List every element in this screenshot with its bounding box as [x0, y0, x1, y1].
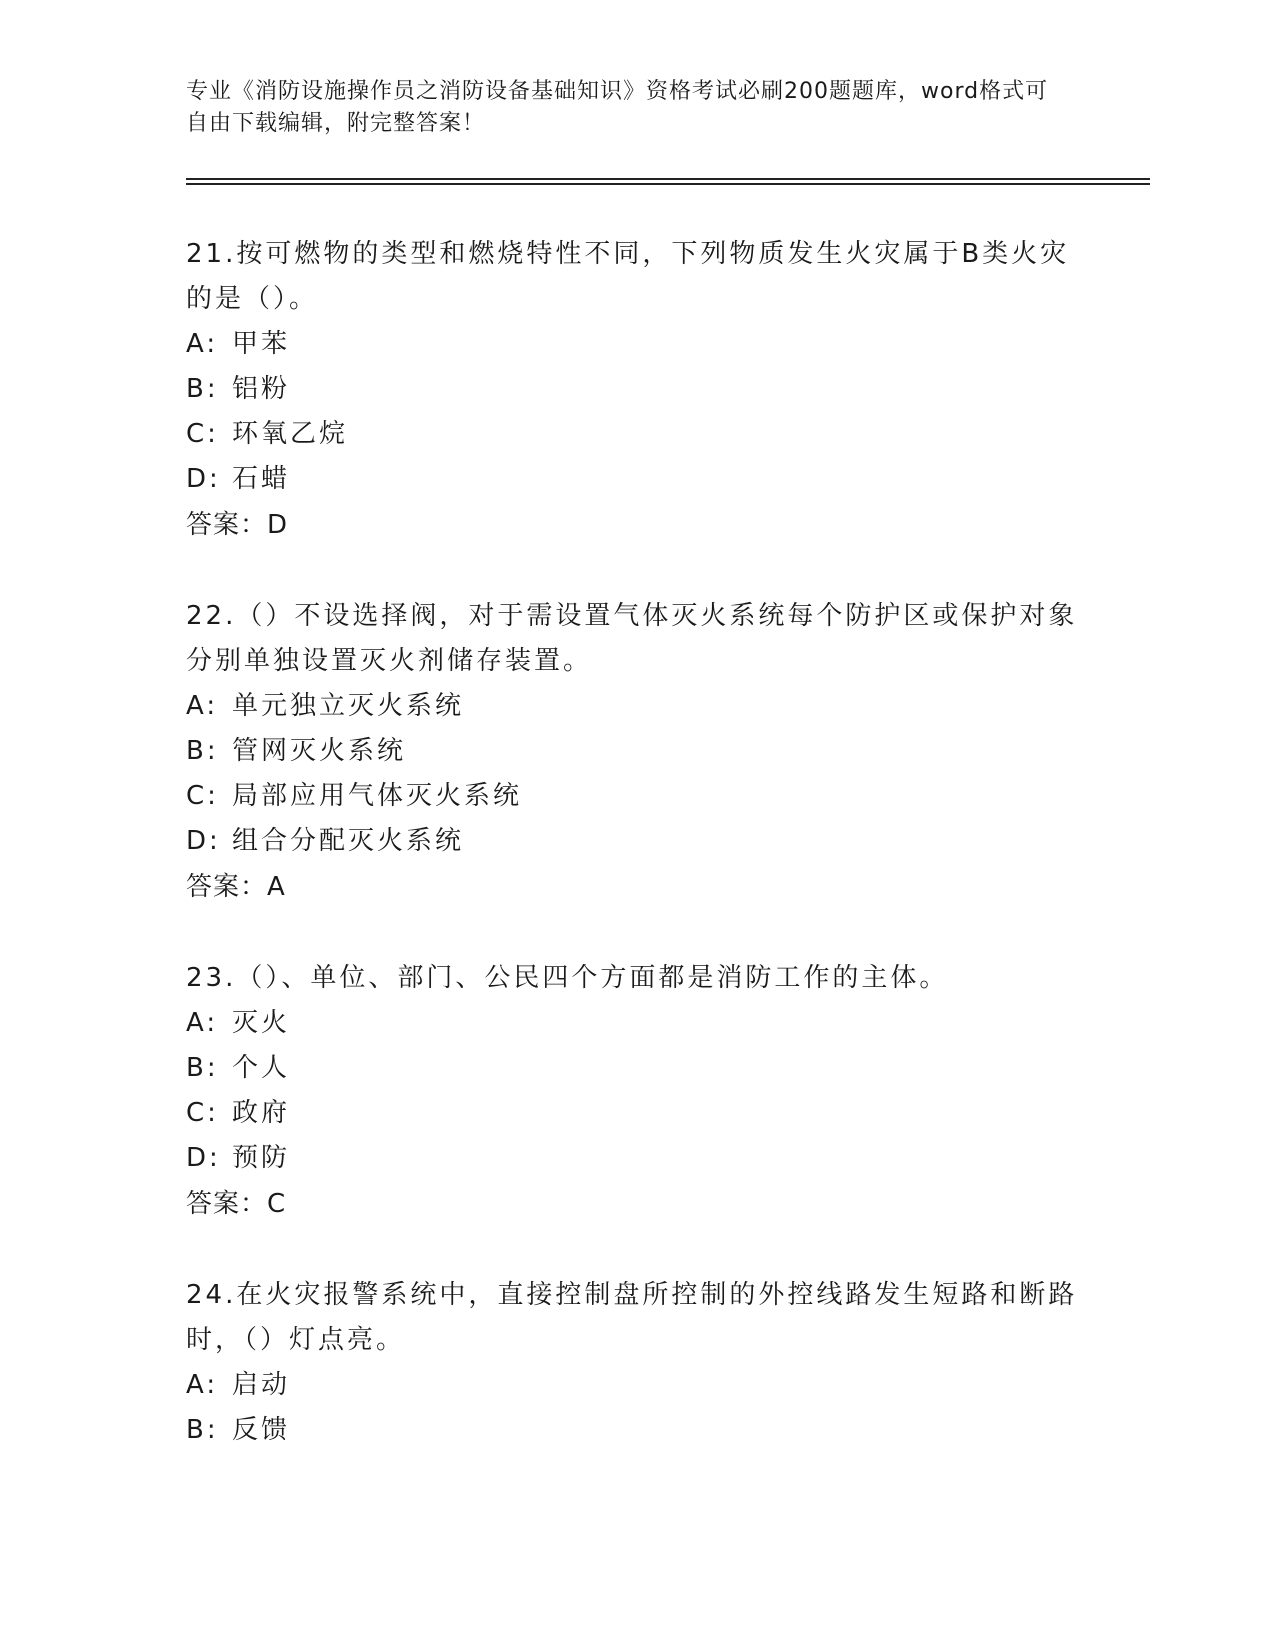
question-24 — [186, 1273, 1086, 1453]
option-text: 甲苯 — [232, 329, 291, 359]
option-b — [186, 729, 1086, 774]
option-text: 组合分配灭火系统 — [232, 826, 465, 856]
option-letter: C: — [186, 1098, 219, 1128]
header-divider-bottom — [186, 183, 1150, 185]
option-letter: A: — [186, 329, 219, 359]
option-text: 单元独立灭火系统 — [232, 691, 465, 721]
option-a — [186, 1363, 1086, 1408]
question-stem: 22.（）不设选择阀，对于需设置气体灭火系统每个防护区或保护对象分别单独设置灭火剂储存装置。 — [186, 601, 1078, 676]
answer-line: 答案：C — [186, 1189, 287, 1219]
option-letter: D: — [186, 1143, 221, 1173]
option-b — [186, 1046, 1086, 1091]
option-text: 政府 — [232, 1098, 291, 1128]
question-list — [186, 232, 1086, 1499]
option-text: 铝粉 — [232, 374, 291, 404]
option-a — [186, 322, 1086, 367]
option-text: 反馈 — [232, 1415, 291, 1445]
answer-line: 答案：A — [186, 872, 286, 902]
option-b — [186, 367, 1086, 412]
option-text: 管网灭火系统 — [232, 736, 407, 766]
question-23 — [186, 956, 1086, 1227]
option-letter: C: — [186, 419, 219, 449]
option-letter: A: — [186, 691, 219, 721]
document-header: 专业《消防设施操作员之消防设备基础知识》资格考试必刷200题题库，word格式可自由下载编辑，附完整答案！ — [186, 79, 1049, 136]
header-divider-top — [186, 178, 1150, 180]
option-a — [186, 684, 1086, 729]
option-text: 局部应用气体灭火系统 — [232, 781, 523, 811]
option-text: 石蜡 — [232, 464, 291, 494]
question-stem: 21.按可燃物的类型和燃烧特性不同，下列物质发生火灾属于B类火灾的是（）。 — [186, 239, 1070, 314]
question-stem: 23.（）、单位、部门、公民四个方面都是消防工作的主体。 — [186, 963, 949, 993]
option-letter: B: — [186, 1415, 219, 1445]
option-text: 启动 — [232, 1370, 291, 1400]
option-letter: B: — [186, 736, 219, 766]
option-d — [186, 1136, 1086, 1181]
option-d — [186, 457, 1086, 502]
option-d — [186, 819, 1086, 864]
option-letter: C: — [186, 781, 219, 811]
option-letter: D: — [186, 826, 221, 856]
option-text: 灭火 — [232, 1008, 291, 1038]
answer-line: 答案：D — [186, 510, 289, 540]
option-a — [186, 1001, 1086, 1046]
option-c — [186, 1091, 1086, 1136]
option-letter: A: — [186, 1370, 219, 1400]
option-letter: B: — [186, 1053, 219, 1083]
option-text: 环氧乙烷 — [232, 419, 349, 449]
option-letter: A: — [186, 1008, 219, 1038]
question-21 — [186, 232, 1086, 548]
option-c — [186, 774, 1086, 819]
option-letter: B: — [186, 374, 219, 404]
option-letter: D: — [186, 464, 221, 494]
question-stem: 24.在火灾报警系统中，直接控制盘所控制的外控线路发生短路和断路时，（）灯点亮。 — [186, 1280, 1078, 1355]
option-c — [186, 412, 1086, 457]
option-text: 个人 — [232, 1053, 291, 1083]
question-22 — [186, 594, 1086, 910]
option-b — [186, 1408, 1086, 1453]
option-text: 预防 — [232, 1143, 291, 1173]
